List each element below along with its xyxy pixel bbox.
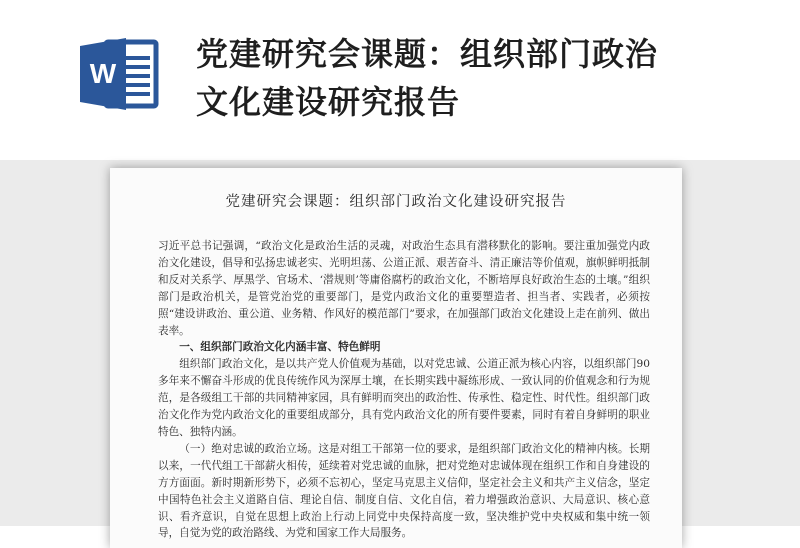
document-page xyxy=(110,168,682,548)
page-title-line-2: 文化建设研究报告 xyxy=(196,83,461,121)
page-title-line-1: 党建研究会课题：组织部门政治 xyxy=(196,35,659,73)
word-icon-letter: W xyxy=(89,58,117,89)
paragraph: （一）绝对忠诚的政治立场。这是对组工干部第一位的要求，是组织部门政治文化的精神内核。长期以来，一代代组工干部薪火相传，延续着对党忠诚的血脉，把对党绝对忠诚体现在组织工作和自身建设的方方面面。新时期新形势下，必须不忘初心，坚定马克思主义信仰，坚定社会主义和共产主义信念，坚定中国特色社会主义道路自信、理论自信、制度自信、文化自信，着力增强政治意识、大局意识、核心意识、看齐意识，自觉在思想上政治上行动上同党中央保持高度一致，坚决维护党中央权威和集中统一领导，自觉为党的政治路线、为党和国家工作大局服务。 xyxy=(158,442,650,540)
word-document-icon xyxy=(80,36,162,112)
paragraph-intro: 习近平总书记强调，“政治文化是政治生活的灵魂，对政治生态具有潜移默化的影响。要注重加强党内政治文化建设，倡导和弘扬忠诚老实、光明坦荡、公道正派、艰苦奋斗、清正廉洁等价值观，旗帜鲜明抵制和反对关系学、厚黑学、官场术、‘潜规则’等庸俗腐朽的政治文化，不断培厚良好政治生态的土壤。”组织部门是政治机关，是管党治党的重要部门，是党内政治文化的重要塑造者、担当者、实践者，必须按照“建设讲政治、重公道、业务精、作风好的模范部门”要求，在加强部门政治文化建设上走在前列、做出表率。 xyxy=(158,240,650,337)
paragraph: 组织部门政治文化，是以共产党人价值观为基础，以对党忠诚、公道正派为核心内容，以组织部门90多年来不懈奋斗形成的优良传统作风为深厚土壤，在长期实践中凝练形成、一致认同的价值观念和行为规范，是各级组工干部的共同精神家园，具有鲜明而突出的政治性、传承性、稳定性、时代性。组织部门政治文化作为党内政治文化的重要组成部分，具有党内政治文化的所有要件要素，同时有着自身鲜明的职业特色、独特内涵。 xyxy=(158,358,650,438)
page-title xyxy=(196,30,756,126)
header-banner xyxy=(0,0,800,160)
section-heading: 一、组织部门政治文化内涵丰富、特色鲜明 xyxy=(179,341,381,354)
document-body xyxy=(158,238,650,542)
document-title: 党建研究会课题：组织部门政治文化建设研究报告 xyxy=(225,194,567,210)
